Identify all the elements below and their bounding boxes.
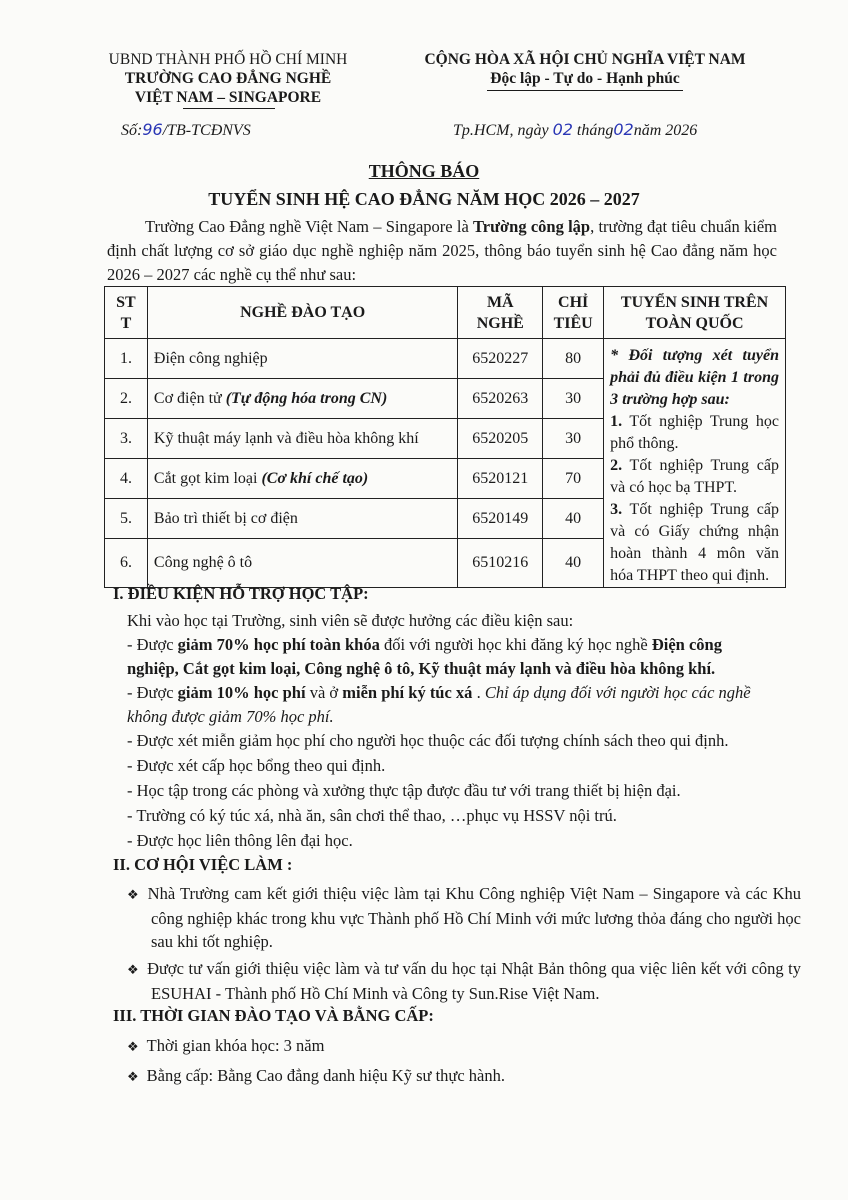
support-item-4: - Được xét cấp học bổng theo qui định.: [127, 756, 386, 775]
document-number-suffix: /TB-TCĐNVS: [162, 122, 251, 139]
document-number: [121, 120, 251, 140]
criteria-heading: * Đối tượng xét tuyển phải đủ điều kiện 1 trong 3 trường hợp sau:: [610, 347, 779, 408]
row-code: 6520205: [458, 419, 543, 459]
national-title: CỘNG HÒA XÃ HỘI CHỦ NGHĨA VIỆT NAM: [424, 51, 746, 68]
row-program: [147, 419, 457, 459]
support-item-1: [127, 633, 777, 681]
row-code: 6520149: [458, 499, 543, 539]
header-admission: TUYỂN SINH TRÊN TOÀN QUỐC: [604, 287, 786, 339]
row-quota: 70: [543, 459, 604, 499]
support-item-1-a: - Được: [127, 635, 178, 654]
row-quota: 30: [543, 379, 604, 419]
criteria-1: [610, 411, 779, 455]
section-3-title: III. THỜI GIAN ĐÀO TẠO VÀ BẰNG CẤP:: [113, 1006, 434, 1025]
support-item-2-a: - Được: [127, 683, 178, 702]
diamond-bullet-icon: ❖: [127, 1070, 139, 1085]
intro-text-2: , trường đạt tiêu chuẩn kiểm định chất lượng cơ sở giáo dục nghề nghiệp năm 2025, thông báo tuyển sinh hệ Cao đẳng năm học 2026 – 2027 các nghề cụ thể như sau:: [107, 217, 777, 284]
motto-underline: [487, 90, 683, 91]
criteria-3-num: 3.: [610, 501, 623, 518]
national-motto-block: [400, 50, 770, 88]
national-motto: Độc lập - Tự do - Hạnh phúc: [490, 70, 680, 87]
program-specialty: (Tự động hóa trong CN): [225, 389, 388, 407]
criteria-2-text: Tốt nghiệp Trung cấp và có học bạ THPT.: [610, 457, 779, 496]
date-day-handwritten: 02: [552, 120, 573, 139]
row-program: [147, 379, 457, 419]
criteria-1-text: Tốt nghiệp Trung học phổ thông.: [610, 413, 779, 452]
support-item-2-d: miễn phí ký túc xá: [342, 683, 473, 702]
support-item-2-f: Chỉ áp dụng đối với người học các nghề không được giảm 70% học phí.: [127, 683, 751, 726]
criteria-3-text: Tốt nghiệp Trung cấp và có Giấy chứng nhận hoàn thành 4 môn văn hóa THPT theo qui định.: [610, 501, 779, 584]
criteria-1-num: 1.: [610, 413, 623, 430]
header-quota: CHỈ TIÊU: [543, 287, 604, 339]
criteria-3: [610, 499, 779, 587]
document-number-handwritten: 96: [142, 120, 163, 139]
row-program: [147, 339, 457, 379]
program-name: Điện công nghiệp: [153, 349, 268, 367]
diamond-bullet-icon: ❖: [127, 963, 140, 978]
row-quota: 80: [543, 339, 604, 379]
row-code: 6520121: [458, 459, 543, 499]
document-subtitle: TUYỂN SINH HỆ CAO ĐẲNG NĂM HỌC 2026 – 2027: [208, 189, 640, 209]
program-name: Bảo trì thiết bị cơ điện: [153, 509, 298, 527]
intro-text-1: Trường Cao Đẳng nghề Việt Nam – Singapore là: [145, 217, 474, 236]
issuer-authority: UBND THÀNH PHỐ HỒ CHÍ MINH: [108, 51, 348, 68]
support-item-6: - Trường có ký túc xá, nhà ăn, sân chơi thể thao, …phục vụ HSSV nội trú.: [127, 806, 617, 825]
career-bullet-2-text: Được tư vấn giới thiệu việc làm và tư vấn du học tại Nhật Bản thông qua việc liên kết với công ty ESUHAI - Thành phố Hồ Chí Minh và Công ty Sun.Rise Việt Nam.: [147, 959, 801, 1003]
criteria-2-num: 2.: [610, 457, 623, 474]
row-quota: 40: [543, 499, 604, 539]
support-item-7: - Được học liên thông lên đại học.: [127, 831, 353, 850]
support-item-5: - Học tập trong các phòng và xưởng thực tập được đầu tư với trang thiết bị hiện đại.: [127, 781, 681, 800]
intro-bold: Trường công lập: [473, 217, 591, 236]
section-1-lead: Khi vào học tại Trường, sinh viên sẽ được hưởng các điều kiện sau:: [127, 611, 574, 630]
row-quota: 40: [543, 539, 604, 588]
header-program: NGHỀ ĐÀO TẠO: [147, 287, 457, 339]
issuer-school-line2: VIỆT NAM – SINGAPORE: [134, 89, 322, 106]
table-row: [105, 339, 786, 379]
issuer-block: [78, 50, 378, 107]
program-name: Công nghệ ô tô: [153, 554, 253, 572]
row-code: 6520227: [458, 339, 543, 379]
row-code: 6520263: [458, 379, 543, 419]
support-item-2-c: và ở: [305, 683, 343, 702]
row-program: [147, 459, 457, 499]
row-stt: 2.: [105, 379, 148, 419]
date-month-label: tháng: [576, 122, 614, 139]
row-quota: 30: [543, 419, 604, 459]
program-name: Cơ điện tử: [153, 389, 226, 407]
program-name: Kỹ thuật máy lạnh và điều hòa không khí: [153, 429, 419, 447]
date-prefix: Tp.HCM, ngày: [453, 122, 549, 139]
support-item-1-b: giảm 70% học phí toàn khóa: [177, 635, 380, 654]
row-program: [147, 539, 457, 588]
row-stt: 5.: [105, 499, 148, 539]
diamond-bullet-icon: ❖: [127, 888, 140, 903]
support-item-2-e: .: [472, 683, 485, 702]
header-code: MÃ NGHỀ: [458, 287, 543, 339]
date-year: năm 2026: [633, 122, 698, 139]
support-item-2: [127, 681, 777, 729]
document-date: [453, 120, 697, 140]
support-item-2-b: giảm 10% học phí: [177, 683, 306, 702]
criteria-2: [610, 455, 779, 499]
support-item-3: - Được xét miễn giảm học phí cho người học thuộc các đối tượng chính sách theo qui định.: [127, 731, 729, 750]
section-2-title: II. CƠ HỘI VIỆC LÀM :: [113, 855, 293, 874]
date-month-handwritten: 02: [613, 120, 634, 139]
training-bullet-1: [127, 1034, 801, 1059]
support-item-1-d: Điện công nghiệp, Cắt gọt kim loại, Công nghệ ô tô, Kỹ thuật máy lạnh và điều hòa không khí.: [127, 635, 722, 678]
support-item-1-c: đối với người học khi đăng ký học nghề: [379, 635, 652, 654]
row-stt: 3.: [105, 419, 148, 459]
admission-criteria: [604, 339, 786, 588]
admission-table: [104, 286, 786, 588]
career-bullet-2: [127, 957, 801, 1005]
row-code: 6510216: [458, 539, 543, 588]
row-stt: 4.: [105, 459, 148, 499]
career-bullet-1-text: Nhà Trường cam kết giới thiệu việc làm tại Khu Công nghiệp Việt Nam – Singapore và các Khu công nghiệp khác trong khu vực Thành phố Hồ Chí Minh với mức lương thỏa đáng cho người học sau khi tốt nghiệp.: [147, 884, 801, 951]
intro-paragraph: [107, 215, 777, 287]
career-bullet-1: [127, 882, 801, 953]
training-bullet-2-text: Bằng cấp: Bằng Cao đẳng danh hiệu Kỹ sư thực hành.: [146, 1066, 506, 1085]
document-number-prefix: Số:: [121, 122, 143, 139]
diamond-bullet-icon: ❖: [127, 1040, 139, 1055]
issuer-underline: [183, 108, 275, 109]
program-specialty: (Cơ khí chế tạo): [261, 469, 369, 487]
row-stt: 1.: [105, 339, 148, 379]
program-name: Cắt gọt kim loại: [153, 469, 262, 487]
header-stt: ST T: [105, 287, 148, 339]
training-bullet-1-text: Thời gian khóa học: 3 năm: [146, 1036, 325, 1055]
row-stt: 6.: [105, 539, 148, 588]
section-1-title: I. ĐIỀU KIỆN HỖ TRỢ HỌC TẬP:: [113, 584, 369, 603]
table-header-row: [105, 287, 786, 339]
row-program: [147, 499, 457, 539]
issuer-school-line1: TRƯỜNG CAO ĐẲNG NGHỀ: [124, 70, 332, 87]
training-bullet-2: [127, 1064, 801, 1089]
document-title: THÔNG BÁO: [368, 161, 480, 181]
